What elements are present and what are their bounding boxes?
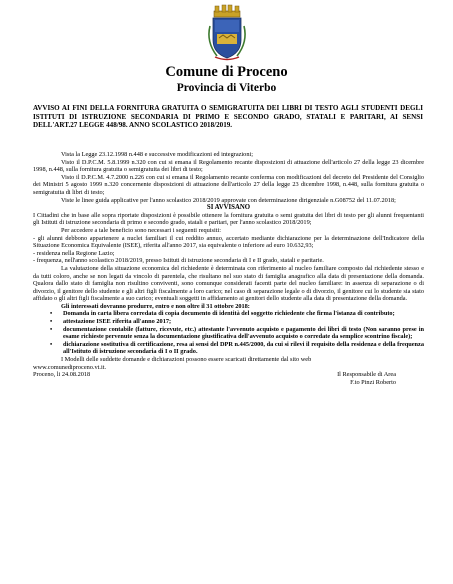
requirements-intro: Per accedere a tale beneficio sono necessari i seguenti requisiti: (61, 226, 221, 234)
document-item: documentazione contabile (fatture, ricevute, etc.) attestante l'avvenuto acquisto e pagamento dei libri di testo (Non saranno prese in esame richieste pervenute senza la documentazione giustificativa dell'avvenuto acquisto o corredate da semplice scontrino fiscale); (63, 325, 424, 341)
place-date: Proceno, li 24.08.2018 (33, 371, 91, 379)
deadline-paragraph: Gli interessati dovranno produrre, entro e non oltre il 31 ottobre 2018: (61, 302, 250, 310)
preamble-paragraph: Vista la Legge 23.12.1998 n.448 e successive modificazioni ed integrazioni; (61, 151, 253, 158)
preamble-paragraph: Viste le linee guida applicative per l'anno scolastico 2018/2019 approvate con determinazione dirigenziale n.G08752 del 11.07.2018; (61, 196, 396, 204)
signature-block (33, 371, 424, 379)
notice-title: AVVISO AI FINI DELLA FORNITURA GRATUITA O SEMIGRATUITA DEI LIBRI DI TESTO AGLI STUDENTI DEGLI ISTITUTI DI ISTRUZIONE SECONDARIA DI PRIMO E SECONDO GRADO, STATALI E PARITARI, AI SENSI DELL'ART.27 LEGGE 448/98. ANNO SCOLASTICO 2018/2019. (33, 104, 423, 130)
municipality-name: Comune di Proceno (165, 64, 288, 80)
signature-name-row (33, 379, 424, 387)
bullet-icon: • (50, 310, 53, 318)
list-item (33, 318, 424, 326)
si-avvisano-heading: SI AVVISANO (206, 204, 251, 212)
notice-body (33, 151, 424, 386)
evaluation-paragraph: La valutazione della situazione economica del richiedente è determinata con riferimento al nucleo familiare composto dal richiedente stesso e da tutti coloro, anche se non legati da vincolo di parentela, che risultano nel suo stato di famiglia anagrafico alla data di presentazione della domanda. Qualora dallo stato di famiglia non risultino conviventi, sono comunque considerati facenti parte del nucleo familiare: in assenza di separazione o di divorzio, il genitore dello studente e gli altri figli fiscalmente a loro carico; nel caso di separazione legale o di divorzio, il genitore cui lo studente sia stato affidato o gli altri figli fiscalmente a suo carico; eventuali soggetti in affidamento ai genitori dello studente alla data di presentazione della domanda. (33, 264, 424, 303)
preamble-paragraph: Visto il D.P.C.M. 5.8.1999 n.320 con cui si emana il Regolamento recante disposizioni di attuazione dell'articolo 27 della legge 23 dicembre 1998, n.448, sulla fornitura gratuita o semigratuita dei libri di testo; (33, 158, 424, 174)
requirement-item: - frequenza, nell'anno scolastico 2018/2019, presso Istituti di istruzione secondaria di I e II grado, statali e paritarie. (33, 257, 324, 265)
list-item (33, 341, 424, 356)
document-item: attestazione ISEE riferita all'anno 2017; (63, 318, 172, 326)
document-item: Domanda in carta libera corredata di copia documento di identità del soggetto richiedente che firma l'istanza di contributo; (63, 310, 395, 318)
preamble-paragraph: Visto il D.P.C.M. 4.7.2000 n.226 con cui si emana il Regolamento recante conferma con modificazioni del decreto del Presidente del Consiglio dei Ministri 5 agosto 1999 n.320 concernente disposizioni di attuazione dell'articolo 27 della legge 23 dicembre 1998, n.448, sulla fornitura gratuita o semigratuita di libri di testo; (33, 173, 424, 196)
forms-note: I Modelli delle suddette domande e dichiarazioni possono essere scaricati direttamente dal sito web (61, 356, 312, 364)
bullet-icon: • (50, 325, 53, 333)
list-item (33, 326, 424, 341)
document-item: dichiarazione sostitutiva di certificazione, resa ai sensi del DPR n.445/2000, da cui si rilevi il requisito della residenza e della frequenza all'Istituto di istruzione secondaria di I o II grado. (63, 340, 424, 356)
requirement-item: - gli alunni debbono appartenere a nuclei familiari il cui reddito annuo, accertato mediante dichiarazione per la determinazione dell'Indicatore della Situazione Economica Equivalente (ISEE), riferita all'anno 2017, sia equivalente o inferiore ad euro 10.632,93; (33, 234, 424, 250)
province-name: Provincia di Viterbo (176, 82, 277, 94)
signature-name: F.to Pinzi Roberto (350, 378, 396, 386)
documents-list (33, 310, 424, 356)
website-link[interactable]: www.comunediproceno.vt.it. (33, 363, 107, 371)
requirement-item: - residenza nella Regione Lazio; (33, 249, 115, 257)
bullet-icon: • (50, 340, 53, 348)
list-item (33, 310, 424, 318)
bullet-icon: • (50, 318, 53, 326)
signature-role: Il Responsabile di Area (337, 371, 396, 379)
intro-paragraph: I Cittadini che in base alle sopra riportate disposizioni è possibile ottenere la fornitura gratuita o semi gratuita dei libri di testo per gli alunni frequentanti gli Istituti di istruzione secondaria di primo e secondo grado, statali e paritari, per l'anno scolastico 2018/2019; (33, 211, 424, 227)
municipal-coat-of-arms (205, 4, 249, 62)
